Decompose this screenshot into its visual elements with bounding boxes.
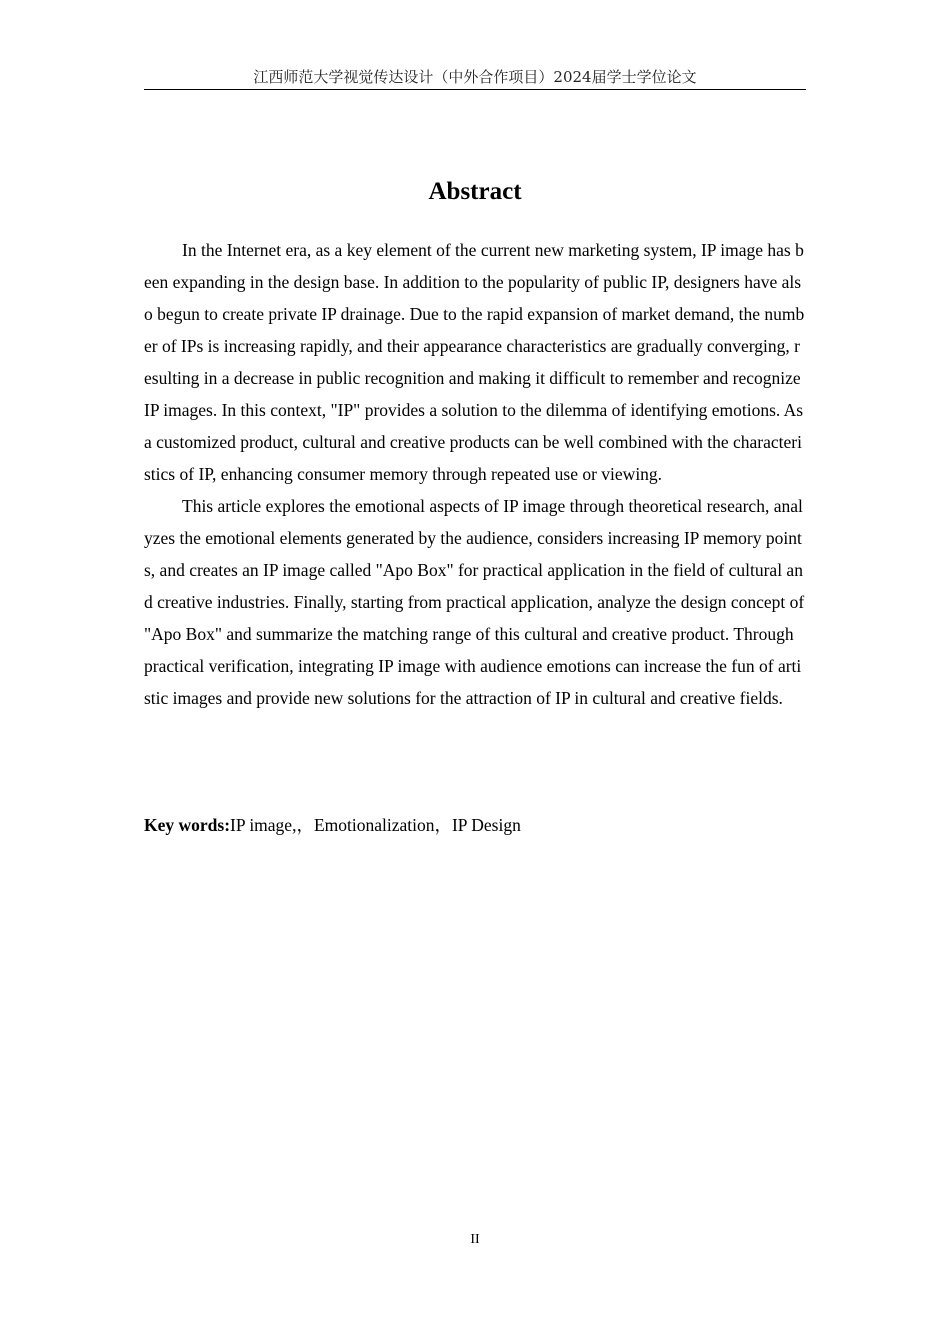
running-header <box>144 66 806 90</box>
abstract-paragraph: In the Internet era, as a key element of the current new marketing system, IP image has been expanding in the design base. In addition to the popularity of public IP, designers have also begun to create private IP drainage. Due to the rapid expansion of market demand, the number of IPs is increasing rapidly, and their appearance characteristics are gradually converging, resulting in a decrease in public recognition and making it difficult to remember and recognize IP images. In this context, "IP" provides a solution to the dilemma of identifying emotions. As a customized product, cultural and creative products can be well combined with the characteristics of IP, enhancing consumer memory through repeated use or viewing. <box>144 240 805 484</box>
keywords-label: Key words: <box>144 815 231 835</box>
keywords-line <box>144 809 806 841</box>
keywords-text: IP image,，Emotionalization，IP Design <box>230 815 521 835</box>
running-header-title: 江西师范大学视觉传达设计（中外合作项目）2024届学士学位论文 <box>253 68 697 86</box>
abstract-title: Abstract <box>428 178 522 205</box>
page-number: II <box>470 1232 480 1247</box>
abstract-paragraph: This article explores the emotional aspects of IP image through theoretical research, analyzes the emotional elements generated by the audience, considers increasing IP memory points, and creates an IP image called "Apo Box" for practical application in the field of cultural and creative industries. Finally, starting from practical application, analyze the design concept of "Apo Box" and summarize the matching range of this cultural and creative product. Through practical verification, integrating IP image with audience emotions can increase the fun of artistic images and provide new solutions for the attraction of IP in cultural and creative fields. <box>144 496 805 708</box>
abstract-body <box>144 234 806 714</box>
